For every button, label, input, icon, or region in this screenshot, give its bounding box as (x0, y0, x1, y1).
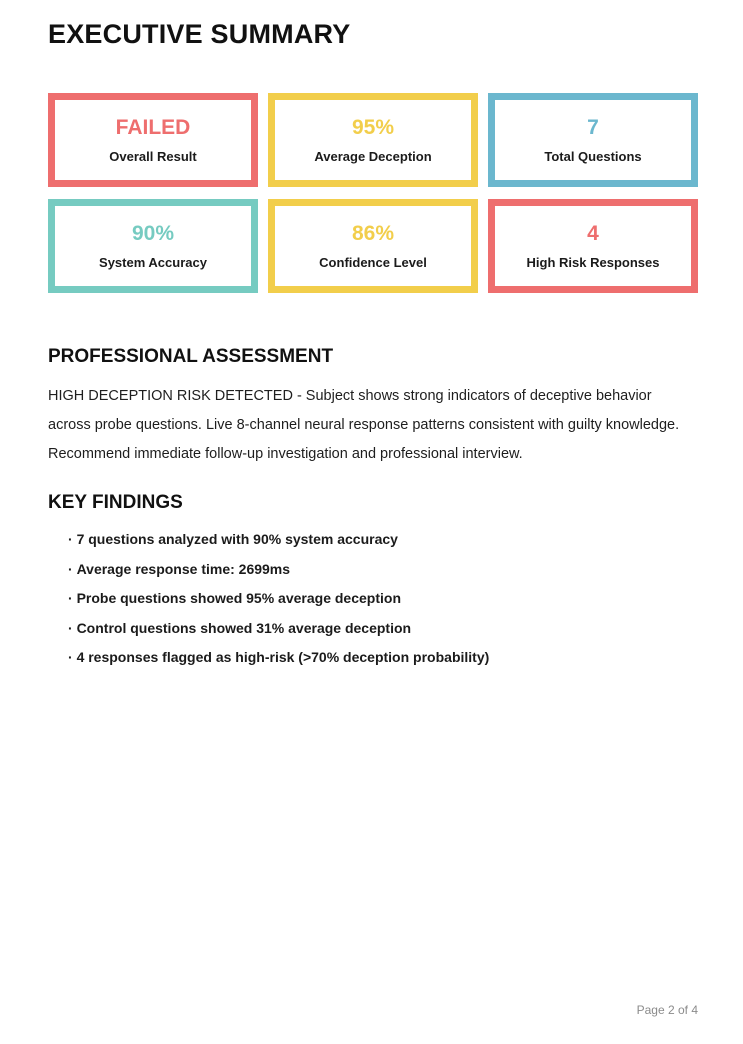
stat-card-average-deception (268, 93, 478, 187)
stat-label: Overall Result (109, 149, 197, 164)
stat-value: 4 (587, 222, 599, 245)
finding-item: · 4 responses flagged as high-risk (>70% deception probability) (68, 643, 698, 673)
stat-card-high-risk-responses (488, 199, 698, 293)
key-findings-list (48, 525, 698, 673)
stat-value: 7 (587, 116, 599, 139)
assessment-body: HIGH DECEPTION RISK DETECTED - Subject shows strong indicators of deceptive behavior across probe questions. Live 8-channel neural response patterns consistent with guilty knowledge. Recommend immediate follow-up investigation and professional interview. (48, 388, 680, 462)
stat-label: Average Deception (314, 149, 432, 164)
stats-grid (48, 93, 698, 293)
stat-card-overall-result (48, 93, 258, 187)
finding-item: · Probe questions showed 95% average deception (68, 584, 698, 614)
stat-card-total-questions (488, 93, 698, 187)
stat-card-system-accuracy (48, 199, 258, 293)
stat-label: High Risk Responses (526, 255, 660, 270)
stat-value: FAILED (115, 116, 191, 139)
finding-item: · Control questions showed 31% average deception (68, 614, 698, 644)
key-findings-heading: KEY FINDINGS (48, 492, 183, 513)
page-title: EXECUTIVE SUMMARY (48, 19, 351, 49)
stat-label: Total Questions (544, 149, 642, 164)
assessment-heading: PROFESSIONAL ASSESSMENT (48, 346, 334, 367)
finding-item: · Average response time: 2699ms (68, 555, 698, 585)
stat-card-confidence-level (268, 199, 478, 293)
page-number: Page 2 of 4 (636, 1003, 698, 1017)
stat-value: 90% (131, 222, 175, 245)
stat-value: 95% (351, 116, 395, 139)
stat-value: 86% (351, 222, 395, 245)
stat-label: System Accuracy (99, 255, 207, 270)
report-content (0, 18, 743, 673)
finding-item: · 7 questions analyzed with 90% system accuracy (68, 525, 698, 555)
stat-label: Confidence Level (319, 255, 427, 270)
